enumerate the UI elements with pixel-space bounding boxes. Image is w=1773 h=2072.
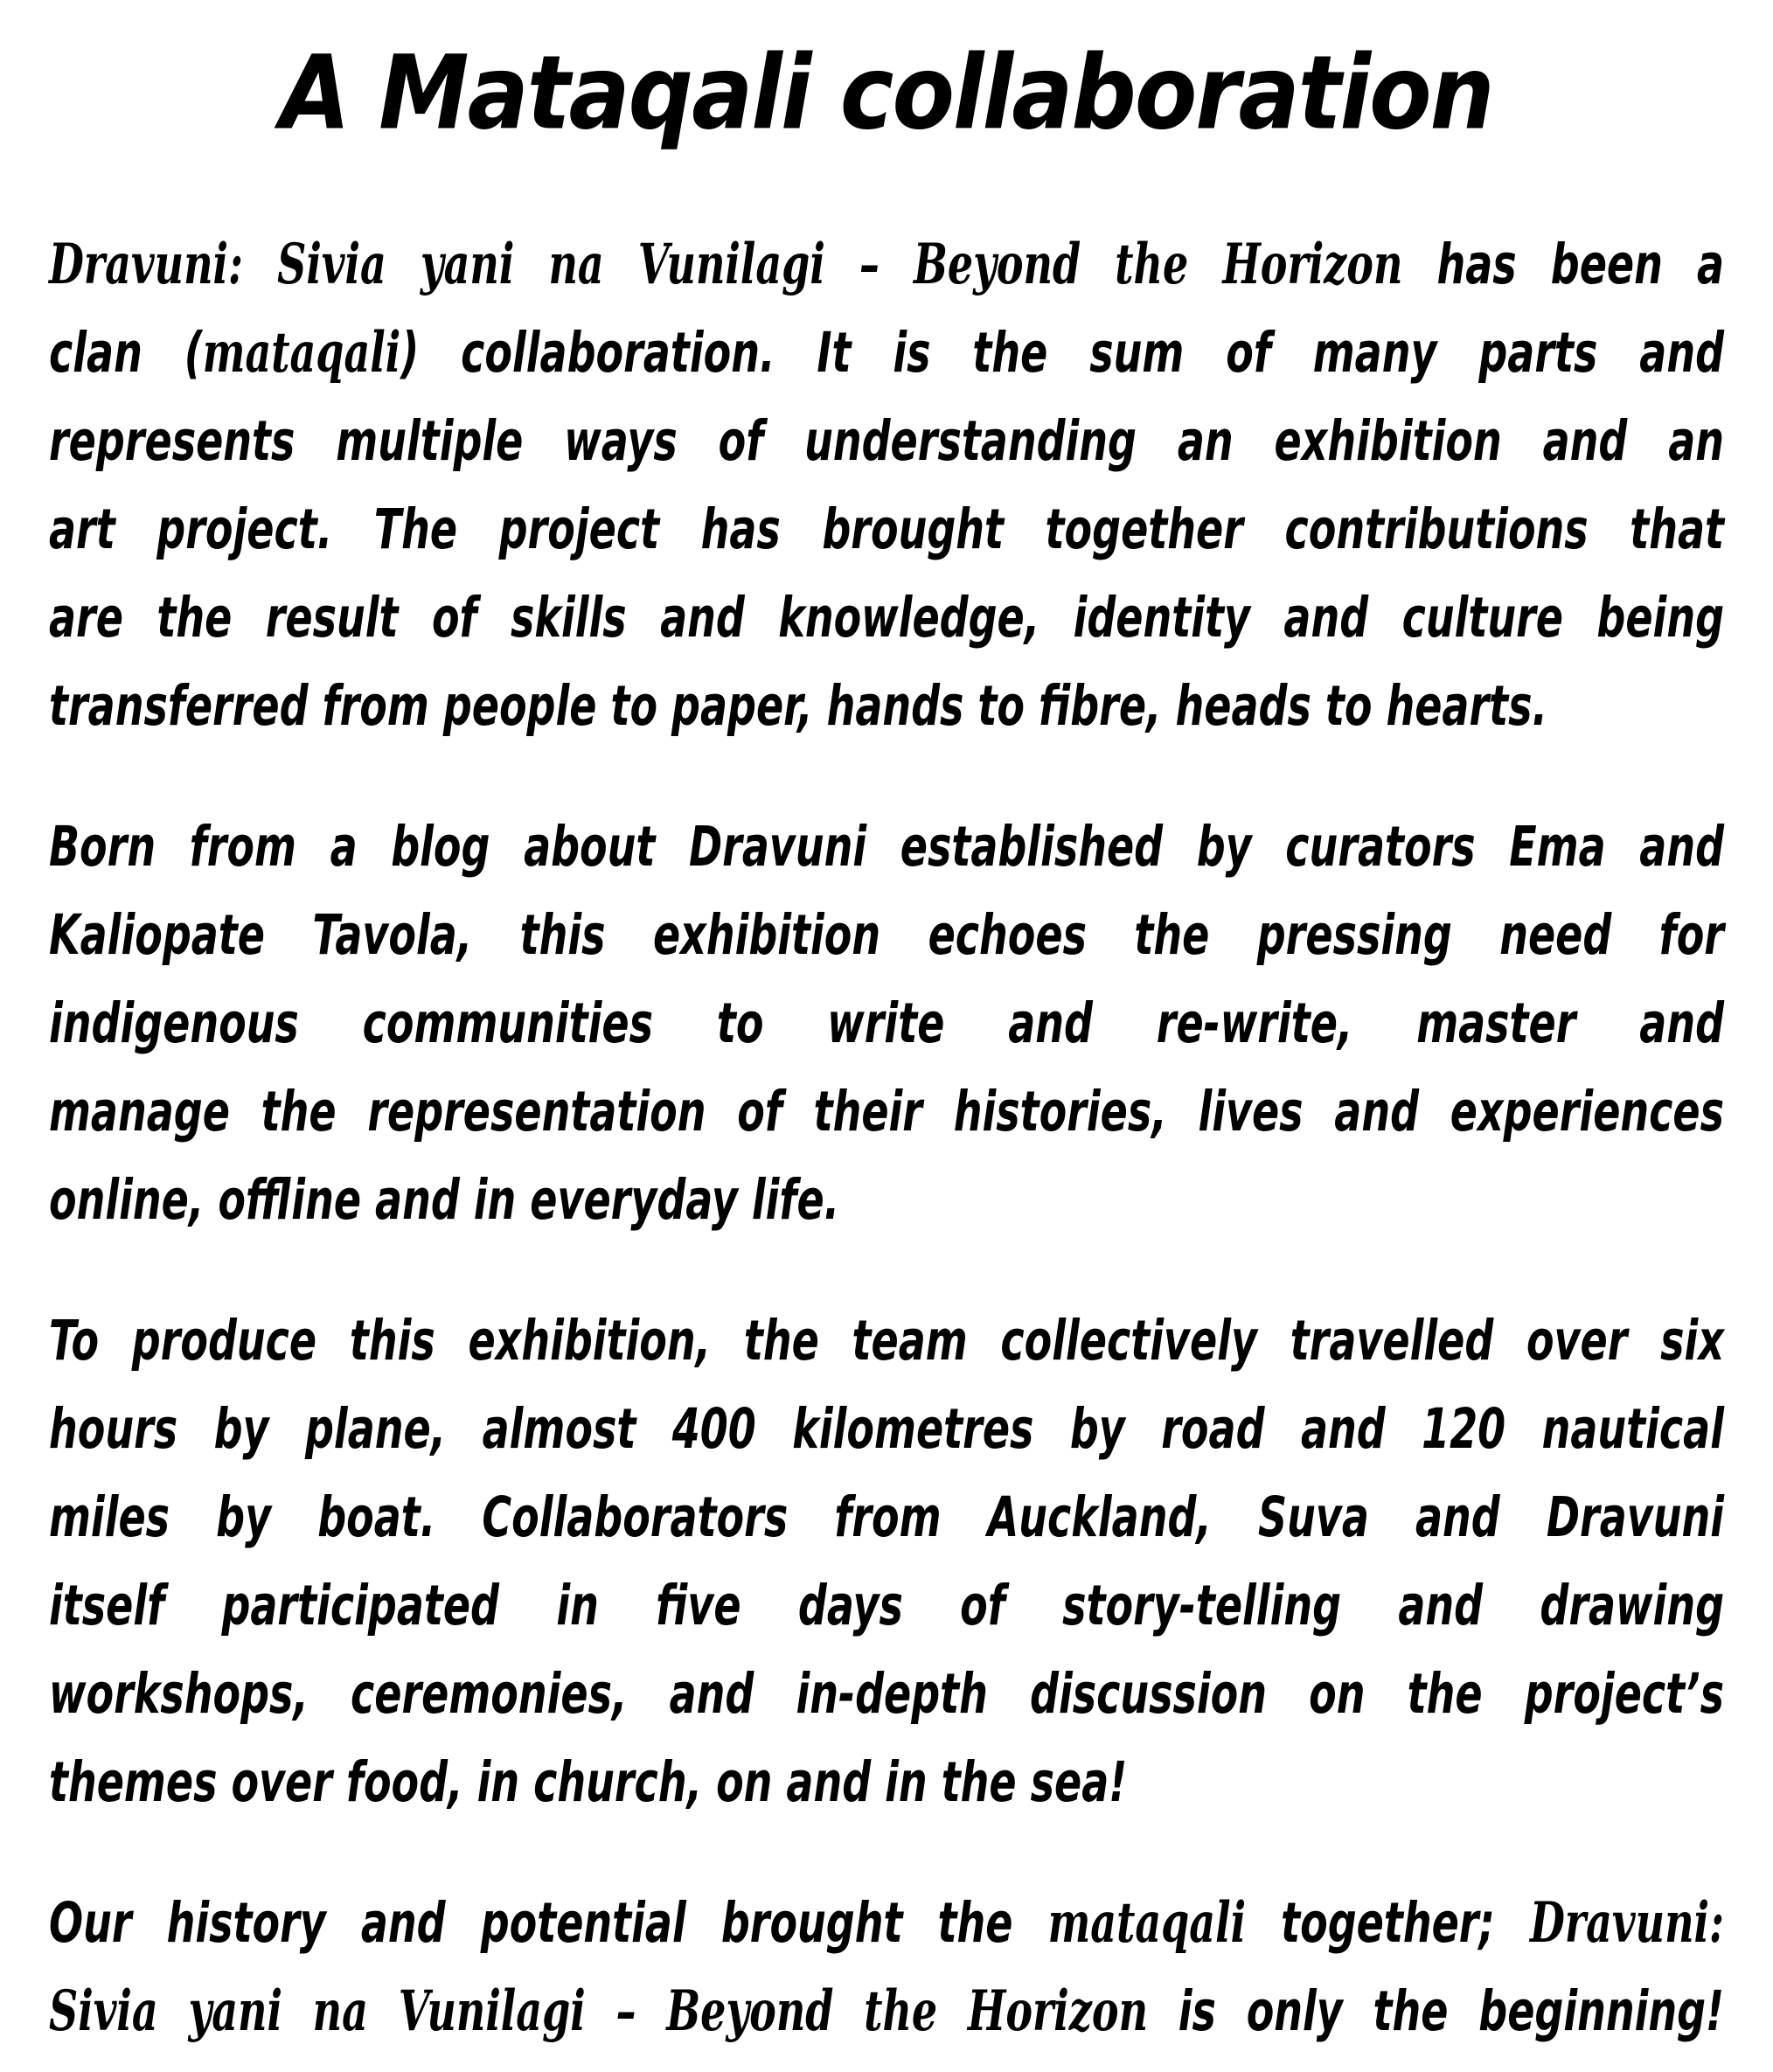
text-line [49, 1139, 1724, 1261]
body-text: ) collaboration. It is the sum of many parts and [400, 319, 1724, 386]
body-text: workshops, ceremonies, and in-depth discussion on the project’s [49, 1660, 1724, 1727]
emphasized-text: Dravuni: [1529, 1889, 1724, 1956]
page-title: A Mataqali collaboration [280, 33, 1493, 153]
body-text: online, offline and in everyday life. [49, 1166, 840, 1233]
text-line [49, 1721, 1724, 1843]
body-text: art project. The project has brought together contributions that [49, 496, 1724, 562]
body-text: manage the representation of their histories, lives and experiences [49, 1078, 1724, 1144]
emphasized-text: mataqali [1047, 1889, 1247, 1956]
body-text: miles by boat. Collaborators from Auckland, Suva and Dravuni [49, 1484, 1724, 1550]
emphasized-text: Dravuni: Sivia yani na Vunilagi – Beyond the Horizon [49, 231, 1403, 297]
body-text: hours by plane, almost 400 kilometres by road and 120 nautical [49, 1395, 1724, 1462]
paragraph [49, 803, 1724, 1244]
body-text: Our history and potential brought the [49, 1889, 1048, 1956]
emphasized-text: Sivia yani na Vunilagi – Beyond the Horizon [49, 1978, 1149, 2044]
body-text: together; [1246, 1889, 1530, 1956]
text-line [49, 1950, 1724, 2072]
paragraph [49, 1297, 1724, 1826]
body-text: transferred from people to paper, hands to fibre, heads to hearts. [49, 672, 1547, 739]
text-line [49, 645, 1724, 767]
body-text: clan ( [49, 319, 203, 386]
emphasized-text: mataqali [202, 319, 401, 386]
body-text: themes over food, in church, on and in the sea! [49, 1749, 1128, 1815]
body-text: is only the beginning! [1148, 1978, 1724, 2044]
body-text: represents multiple ways of understanding an exhibition and an [49, 407, 1724, 474]
body-text: itself participated in five days of story-telling and drawing [49, 1572, 1724, 1638]
body-text: To produce this exhibition, the team collectively travelled over six [49, 1307, 1724, 1373]
body-text: Kaliopate Tavola, this exhibition echoes the pressing need for [49, 901, 1724, 968]
document-body [49, 220, 1724, 2055]
paragraph [49, 220, 1724, 750]
body-text: Born from a blog about Dravuni established by curators Ema and [49, 813, 1724, 880]
body-text: are the result of skills and knowledge, identity and culture being [49, 584, 1724, 650]
paragraph [49, 1879, 1724, 2055]
body-text: indigenous communities to write and re-write, master and [49, 990, 1724, 1056]
body-text: has been a [1402, 231, 1724, 297]
